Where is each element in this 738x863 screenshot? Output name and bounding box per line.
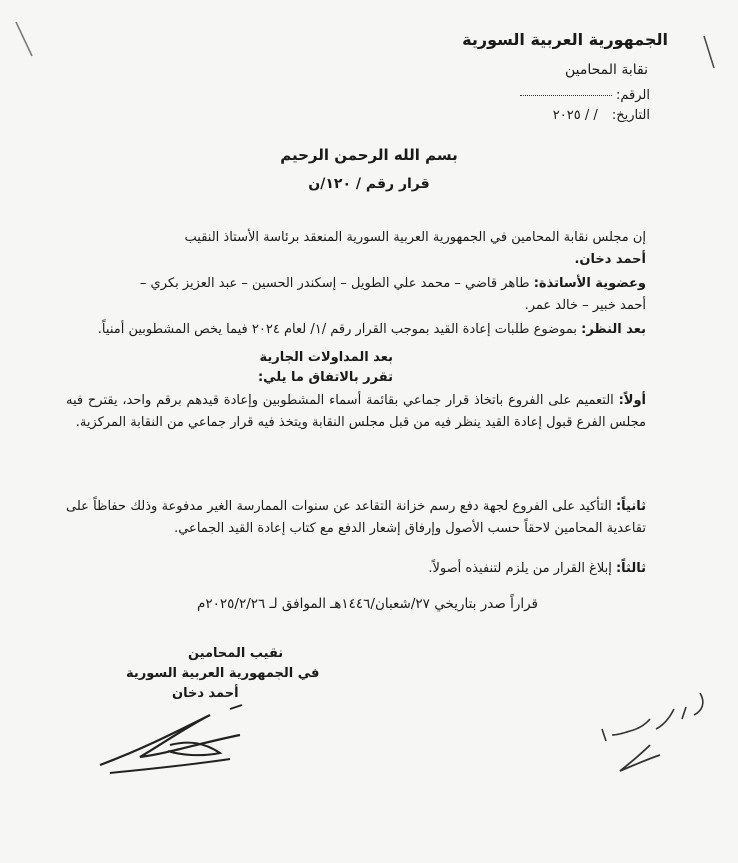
president-name: أحمد دخان. <box>574 252 646 267</box>
issued-line: قراراً صدر بتاريخي ٢٧/شعبان/١٤٤٦هـ الموافق لـ ٢٠٢٥/٢/٢٦م <box>197 596 538 612</box>
intro-text: إن مجلس نقابة المحامين في الجمهورية العربية السورية المنعقد برئاسة الأستاذ النقيب <box>184 230 646 245</box>
clause-second <box>66 496 646 540</box>
basmala: بسم الله الرحمن الرحيم <box>280 146 458 164</box>
deliberations: بعد المداولات الجارية <box>259 350 393 365</box>
members-label: وعضوية الأساتذة: <box>533 276 646 291</box>
handwritten-note <box>590 685 720 785</box>
syndicate-heading: نقابة المحامين <box>564 62 648 78</box>
consideration-text: بموضوع طلبات إعادة القيد بموجب القرار رقم /١/ لعام ٢٠٢٤ فيما يخص المشطوبين أمنياً. <box>97 322 577 337</box>
members-list-2: أحمد خبير – خالد عمر. <box>524 298 646 313</box>
corner-mark <box>8 18 48 58</box>
date-value: / / ٢٠٢٥ <box>552 108 598 123</box>
consideration-label: بعد النظر: <box>581 322 646 337</box>
clause-third-label: ثالثاً: <box>615 561 646 576</box>
signature-title: نقيب المحامين <box>188 646 284 661</box>
number-line <box>520 88 650 103</box>
signature-org: في الجمهورية العربية السورية <box>126 666 320 681</box>
decision-title: قرار رقم / ١٢٠/ن <box>308 176 430 192</box>
signature-name: أحمد دخان <box>172 686 239 701</box>
clause-third-text: إبلاغ القرار من يلزم لتنفيذه أصولاً. <box>428 561 612 576</box>
number-dots <box>520 95 612 96</box>
clause-first-label: أولاً: <box>618 393 646 408</box>
members-line <box>140 274 646 294</box>
clause-second-text: التأكيد على الفروع لجهة دفع رسم خزانة التقاعد عن سنوات الممارسة الغير مدفوعة وذلك حفاظاً على تقاعدية المحامين لاحقاً حسب الأصول وإرفاق إشعار الدفع مع كتاب إعادة القيد الجماعي. <box>66 499 646 536</box>
date-label: التاريخ: <box>611 108 650 123</box>
consideration-line <box>98 320 646 340</box>
number-label: الرقم: <box>616 88 650 103</box>
clause-first <box>66 390 646 434</box>
edge-mark <box>700 32 720 72</box>
handwritten-signature <box>80 695 280 785</box>
clause-third <box>66 558 646 580</box>
clause-second-label: ثانياً: <box>615 499 646 514</box>
members-list-1: طاهر قاضي – محمد علي الطويل – إسكندر الحسين – عبد العزيز بكري – <box>139 276 530 291</box>
date-line <box>553 108 650 123</box>
agreement: تقرر بالاتفاق ما يلي: <box>257 370 393 385</box>
clause-first-text: التعميم على الفروع باتخاذ قرار جماعي بقائمة أسماء المشطوبين وإعادة قيدهم برقم واحد، يقترح فيه مجلس الفرع قبول إعادة القيد ينظر فيه من قبل مجلس النقابة ويتخذ فيه قرار جماعي من النقابة المركزية. <box>66 393 646 430</box>
republic-heading: الجمهورية العربية السورية <box>462 30 668 49</box>
